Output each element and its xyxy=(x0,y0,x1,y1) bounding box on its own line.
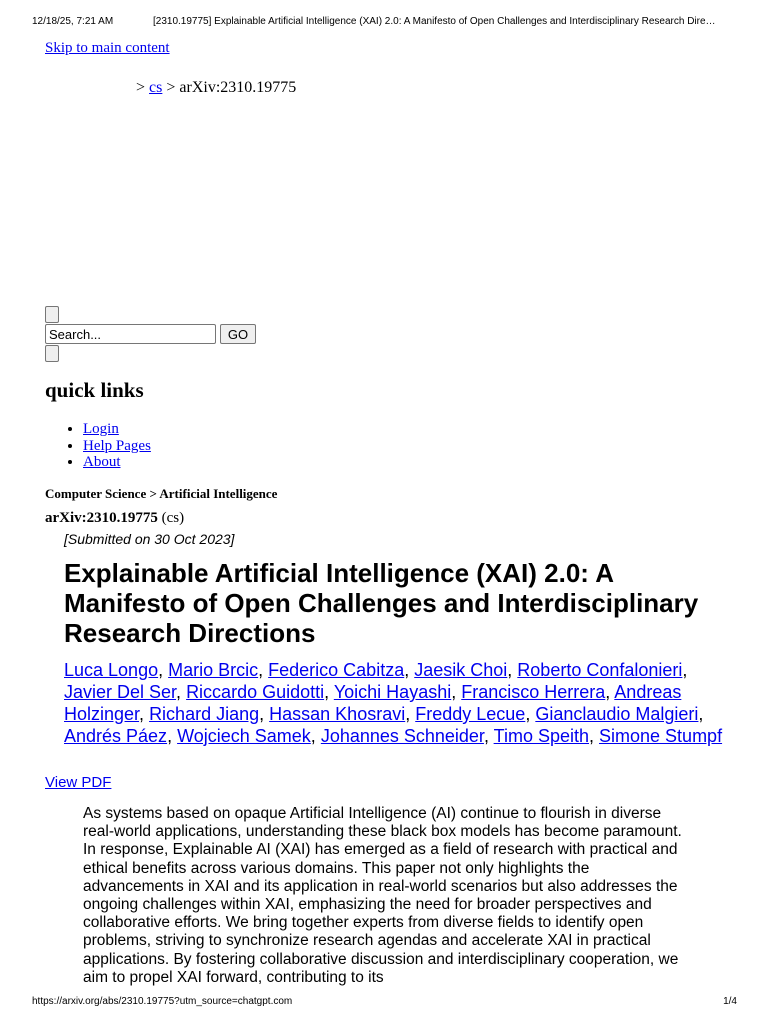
print-datetime: 12/18/25, 7:21 AM xyxy=(32,16,114,27)
author-list xyxy=(64,659,734,747)
author-separator: , xyxy=(589,726,600,746)
author-separator: , xyxy=(605,682,615,702)
author-separator: , xyxy=(404,660,415,680)
author-link[interactable]: Mario Brcic xyxy=(168,660,259,680)
about-link[interactable]: About xyxy=(83,454,121,470)
author-separator: , xyxy=(507,660,518,680)
author-separator: , xyxy=(310,726,321,746)
author-link[interactable]: Yoichi Hayashi xyxy=(333,682,452,702)
quick-links-heading: quick links xyxy=(45,378,144,402)
breadcrumb xyxy=(136,79,296,97)
quick-link-item xyxy=(83,454,151,471)
author-link[interactable]: Timo Speith xyxy=(493,726,589,746)
author-separator: , xyxy=(483,726,494,746)
breadcrumb-separator: > xyxy=(166,79,176,96)
author-separator: , xyxy=(405,704,416,724)
author-separator: , xyxy=(324,682,334,702)
author-link[interactable]: Andreas Holzinger xyxy=(64,682,682,724)
author-separator: , xyxy=(167,726,178,746)
paper-title: Explainable Artificial Intelligence (XAI) 2.0: A Manifesto of Open Challenges and Interdisciplinary Research Directions xyxy=(64,558,699,648)
author-link[interactable]: Hassan Khosravi xyxy=(269,704,406,724)
help-pages-link[interactable]: Help Pages xyxy=(83,437,151,454)
author-link[interactable]: Simone Stumpf xyxy=(599,726,723,746)
print-footer-url: https://arxiv.org/abs/2310.19775?utm_source=chatgpt.com xyxy=(32,996,293,1007)
login-link[interactable]: Login xyxy=(83,421,119,437)
skip-to-main-link[interactable]: Skip to main content xyxy=(45,40,170,56)
author-separator: , xyxy=(525,704,536,724)
arxiv-id: arXiv:2310.19775 xyxy=(45,510,158,526)
author-link[interactable]: Gianclaudio Malgieri xyxy=(535,704,699,724)
author-link[interactable]: Federico Cabitza xyxy=(268,660,405,680)
author-separator: , xyxy=(139,704,150,724)
breadcrumb-current: arXiv:2310.19775 xyxy=(179,79,297,96)
quick-link-item xyxy=(83,438,151,455)
author-link[interactable]: Roberto Confalonieri xyxy=(517,660,683,680)
print-header xyxy=(32,16,748,27)
breadcrumb-separator: > xyxy=(136,79,146,96)
print-page-number: 1/4 xyxy=(723,996,737,1007)
author-link[interactable]: Francisco Herrera xyxy=(461,682,606,702)
subject-category: Computer Science > Artificial Intelligence xyxy=(45,486,278,501)
author-separator: , xyxy=(158,660,169,680)
author-link[interactable]: Riccardo Guidotti xyxy=(186,682,325,702)
quick-link-item xyxy=(83,421,151,438)
view-pdf-link[interactable]: View PDF xyxy=(45,774,112,791)
search-go-button[interactable]: GO xyxy=(220,324,256,344)
toggle-button[interactable] xyxy=(45,306,59,323)
author-separator: , xyxy=(698,704,704,724)
print-page-title: [2310.19775] Explainable Artificial Intelligence (XAI) 2.0: A Manifesto of Open Challenges and Interdisciplinary Research Dire… xyxy=(153,16,716,27)
author-link[interactable]: Javier Del Ser xyxy=(64,682,177,702)
author-separator: , xyxy=(682,660,688,680)
quick-links-list xyxy=(45,421,151,471)
author-link[interactable]: Freddy Lecue xyxy=(415,704,526,724)
author-link[interactable]: Johannes Schneider xyxy=(320,726,484,746)
author-separator: , xyxy=(176,682,187,702)
author-link[interactable]: Luca Longo xyxy=(64,660,159,680)
abstract: As systems based on opaque Artificial Intelligence (AI) continue to flourish in diverse real-world applications, understanding these black box models has become paramount. In response, Explainable AI (XAI) has emerged as a field of research with practical and ethical benefits across various domains. This paper not only highlights the advancements in XAI and its application in real-world scenarios but also addresses the ongoing challenges within XAI, emphasizing the need for broader perspectives and collaborative efforts. We bring together experts from diverse fields to identify open problems, striving to synchronize research agendas and accelerate XAI in practical applications. By fostering collaborative discussion and interdisciplinary cooperation, we aim to propel XAI forward, contributing to its xyxy=(83,805,682,986)
author-link[interactable]: Richard Jiang xyxy=(149,704,260,724)
search-input[interactable] xyxy=(45,324,216,344)
arxiv-id-line xyxy=(45,510,184,527)
author-link[interactable]: Andrés Páez xyxy=(64,726,168,746)
toggle-button[interactable] xyxy=(45,345,59,362)
author-separator: , xyxy=(258,660,269,680)
arxiv-archive: (cs) xyxy=(161,510,185,526)
breadcrumb-cs-link[interactable]: cs xyxy=(149,79,163,96)
author-link[interactable]: Jaesik Choi xyxy=(414,660,508,680)
author-link[interactable]: Wojciech Samek xyxy=(177,726,311,746)
author-separator: , xyxy=(451,682,462,702)
submission-date: [Submitted on 30 Oct 2023] xyxy=(64,531,235,547)
author-separator: , xyxy=(259,704,270,724)
